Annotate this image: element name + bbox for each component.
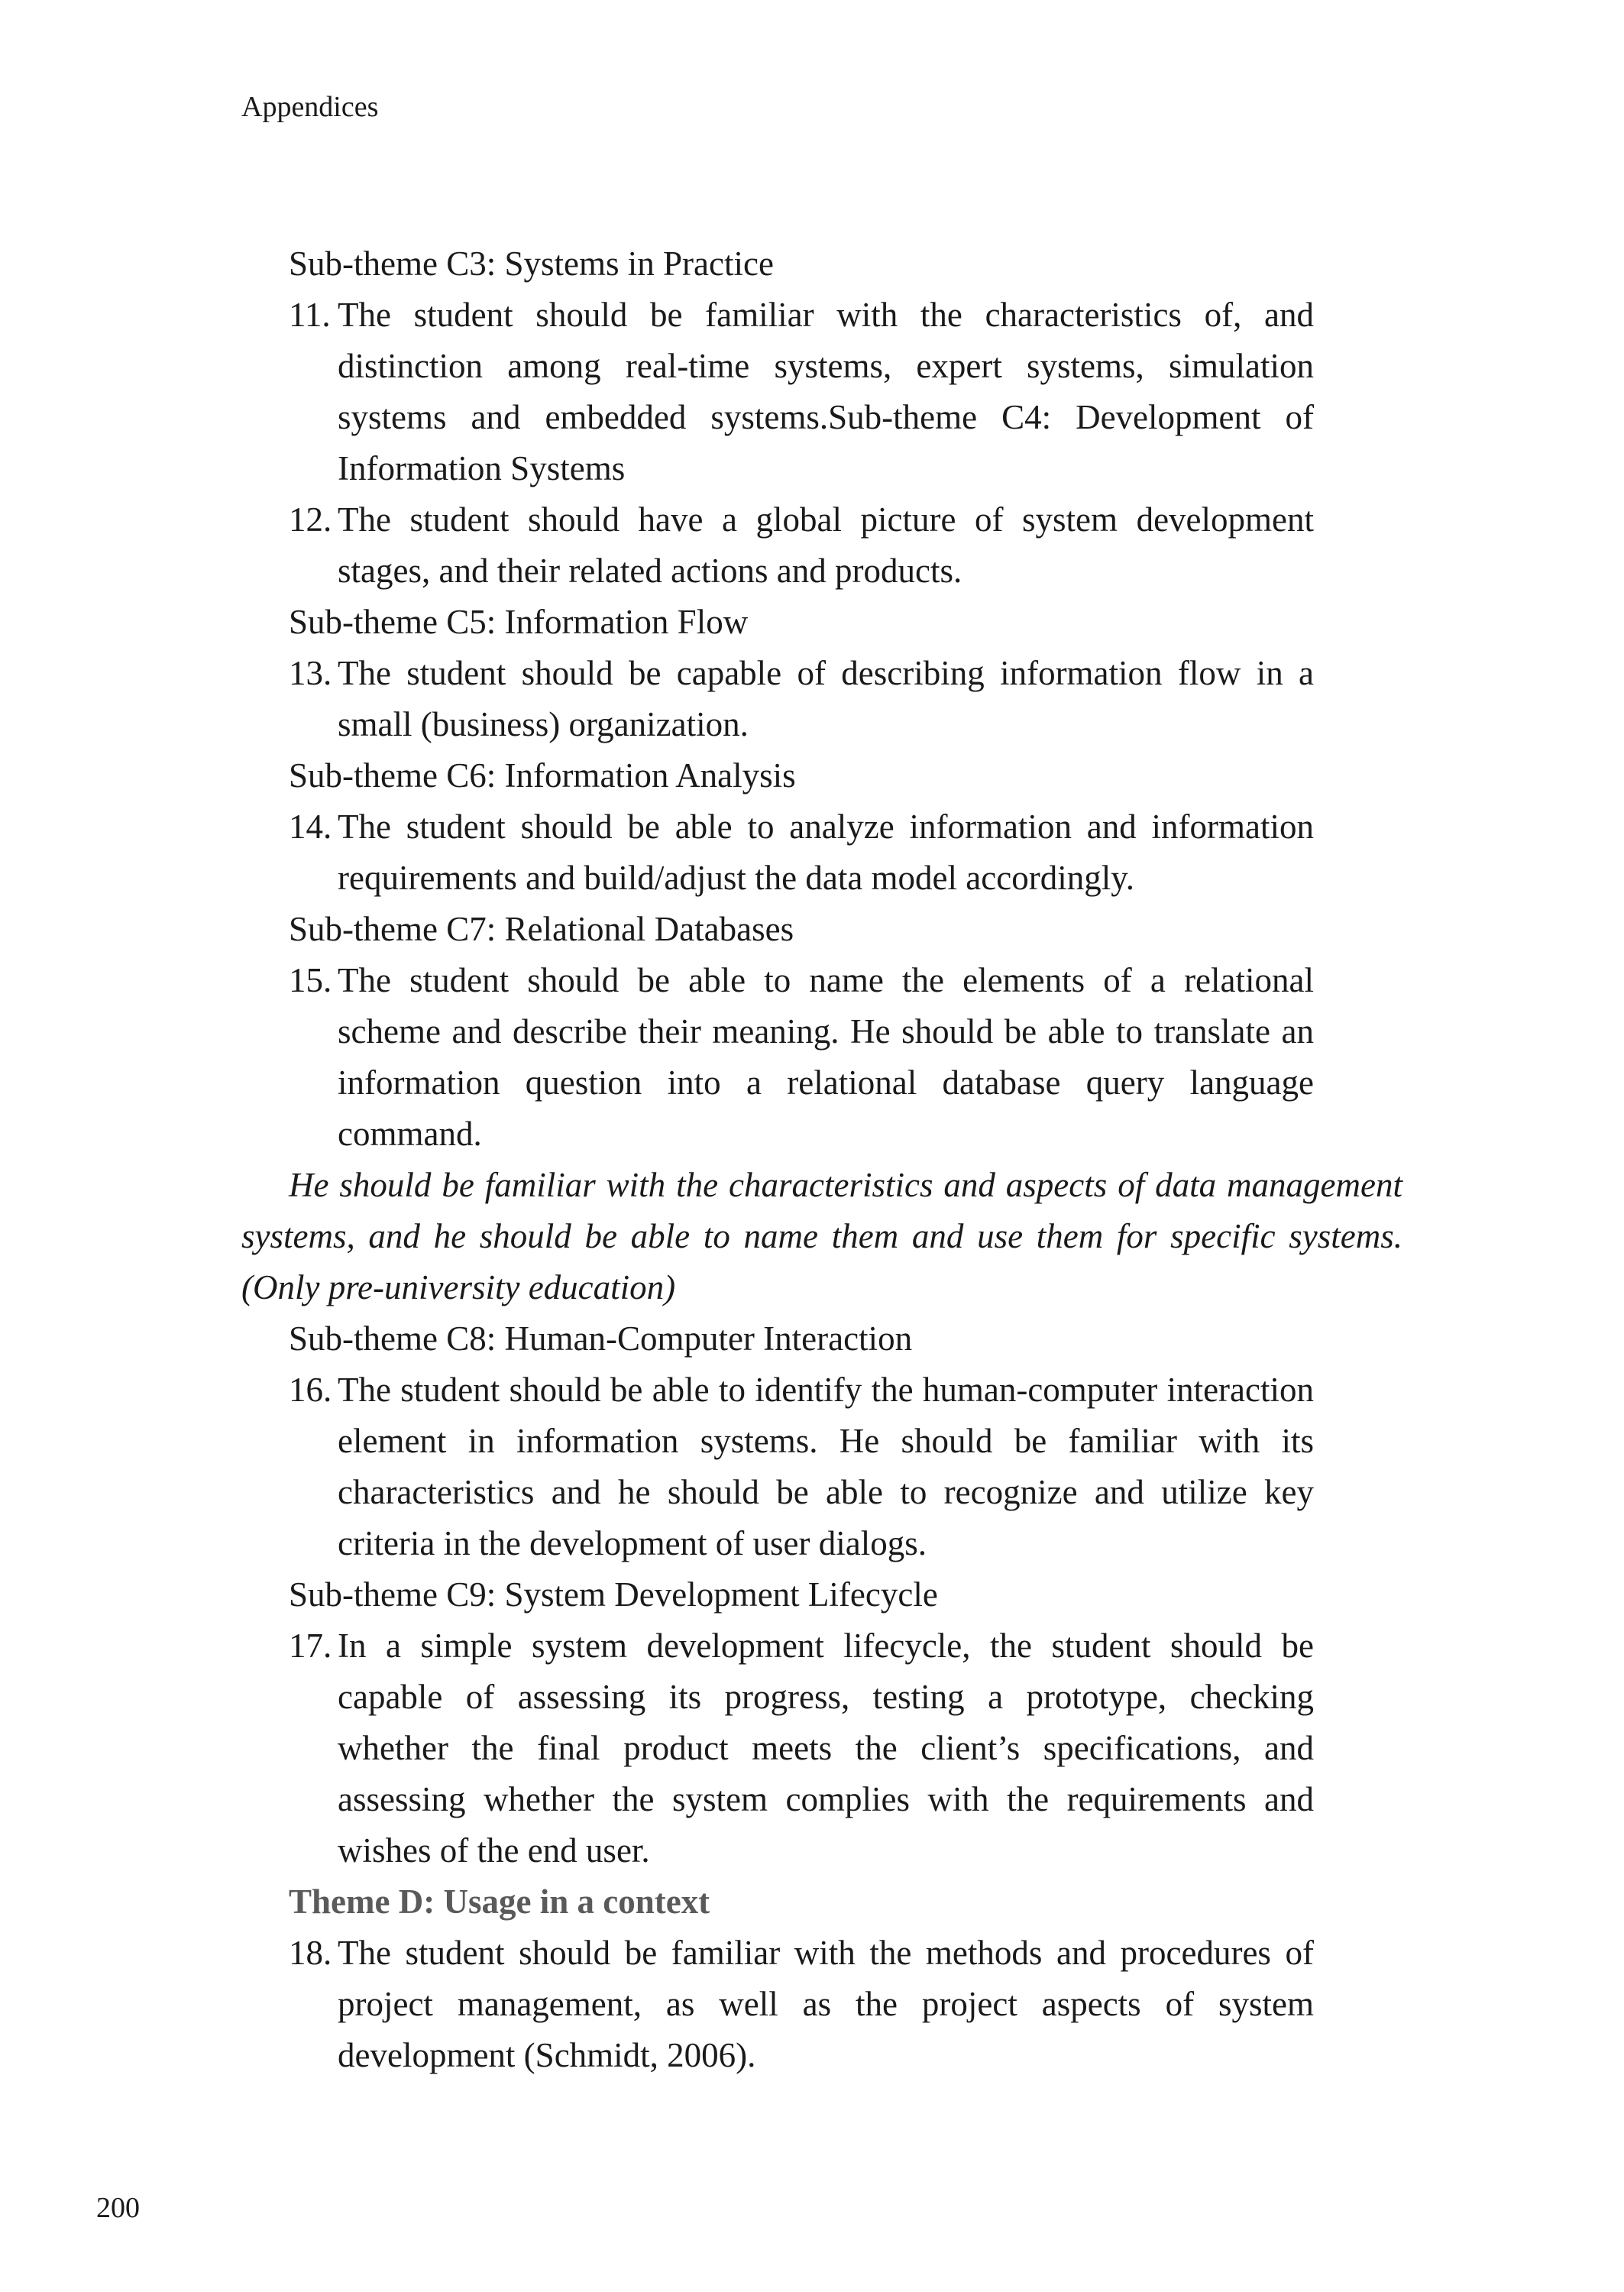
item-text: The student should be able to identify the human-computer interaction element in information systems. He should be familiar with its characteristics and he should be able to recognize and utilize key criteria in the development of user dialogs. [338,1371,1314,1562]
subtheme-c9-heading: Sub-theme C9: System Development Lifecycle [289,1575,938,1614]
subtheme-c8-heading: Sub-theme C8: Human-Computer Interaction [289,1319,913,1358]
item-number: 17. [289,1627,332,1665]
learning-goal-14 [289,801,1314,904]
item-number: 13. [289,654,332,692]
item-number: 16. [289,1371,332,1409]
item-number: 12. [289,500,332,539]
learning-goal-11 [289,290,1314,494]
item-text: The student should be able to analyze information and information requirements and build/adjust the data model accordingly. [338,808,1314,897]
learning-goal-13 [289,648,1314,750]
item-text: The student should be capable of describing information flow in a small (business) organization. [338,654,1314,743]
learning-goal-18 [289,1928,1314,2081]
learning-goal-16 [289,1365,1314,1569]
item-text: The student should have a global picture of system development stages, and their related actions and products. [338,500,1314,590]
item-number: 14. [289,808,332,846]
item-number: 18. [289,1934,332,1972]
item-number: 15. [289,961,332,999]
item-text: The student should be familiar with the characteristics of, and distinction among real-time systems, expert systems, simulation systems and embedded systems.Sub-theme C4: Development of Information Systems [338,296,1314,487]
item-text: The student should be familiar with the methods and procedures of project management, as well as the project aspects of system development (Schmidt, 2006). [338,1934,1314,2074]
item-text: The student should be able to name the elements of a relational scheme and describe their meaning. He should be able to translate an information question into a relational database query language command. [338,961,1314,1153]
page-number: 200 [96,2192,140,2224]
theme-d-heading: Theme D: Usage in a context [289,1882,710,1921]
subtheme-c7-heading: Sub-theme C7: Relational Databases [289,910,794,948]
item-text: In a simple system development lifecycle, the student should be capable of assessing its progress, testing a prototype, checking whether the final product meets the client’s specifications, and assessing whether the system complies with the requirements and wishes of the end user. [338,1627,1314,1870]
subtheme-c3-heading: Sub-theme C3: Systems in Practice [289,244,774,283]
item-number: 11. [289,296,331,334]
subtheme-c5-heading: Sub-theme C5: Information Flow [289,603,749,641]
subtheme-c6-heading: Sub-theme C6: Information Analysis [289,756,796,795]
page-body [241,238,1402,2081]
learning-goal-12 [289,494,1314,597]
learning-goal-15 [289,955,1314,1160]
running-header: Appendices [241,91,379,123]
learning-goal-17 [289,1620,1314,1876]
pre-university-note: He should be familiar with the characteristics and aspects of data management systems, and he should be able to name them and use them for specific systems. (Only pre-university education) [241,1166,1402,1306]
